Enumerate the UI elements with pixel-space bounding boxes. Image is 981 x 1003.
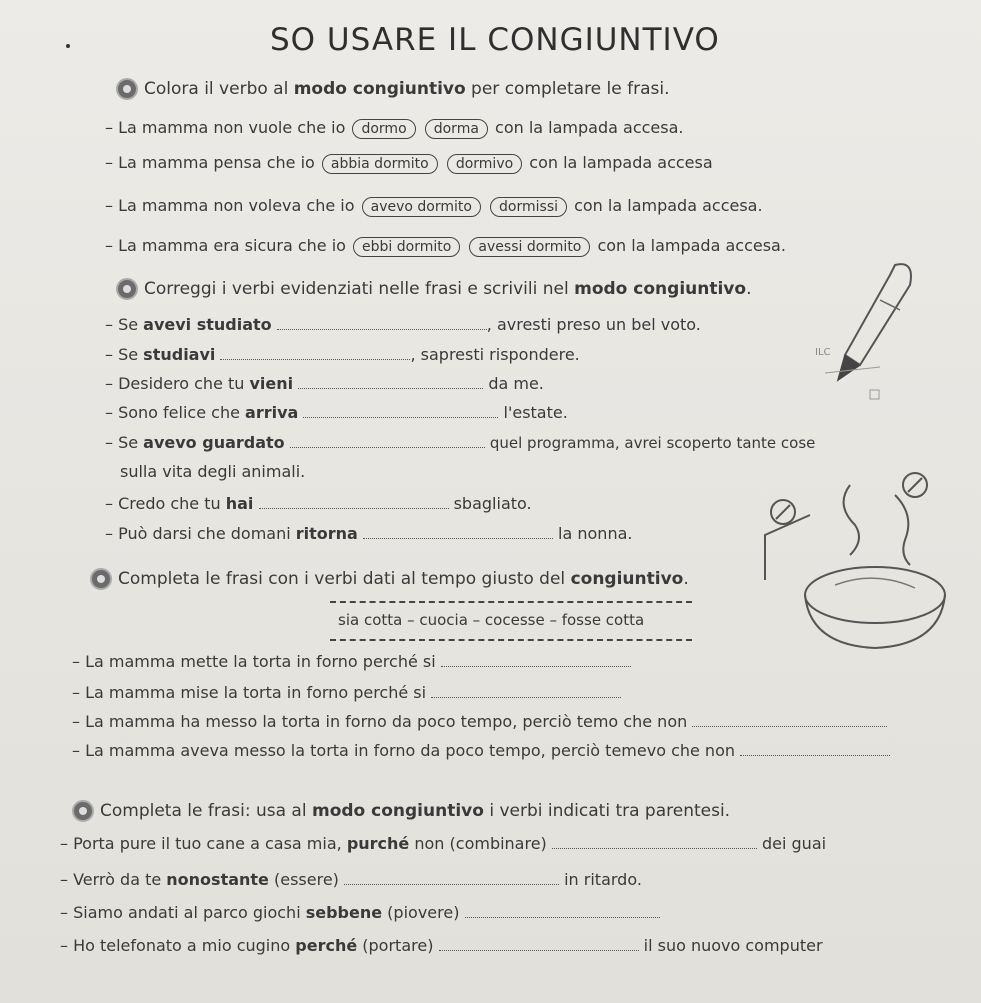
sentence-start: – Siamo andati al parco giochi xyxy=(60,903,306,922)
verb-option[interactable]: dorma xyxy=(425,119,488,139)
sentence-start: – La mamma era sicura che io xyxy=(105,236,346,255)
exercise-4-instruction xyxy=(72,800,730,822)
sentence-end: sbagliato. xyxy=(453,494,532,513)
sentence-end: dei guai xyxy=(761,834,827,853)
exercise-3-row xyxy=(72,652,631,671)
answer-blank[interactable] xyxy=(259,496,449,509)
highlighted-verb: arriva xyxy=(245,403,299,422)
handwritten-scribble: ILC xyxy=(815,347,831,358)
exercise-3-instruction xyxy=(90,568,689,590)
exercise-2-row xyxy=(105,403,568,422)
answer-blank[interactable] xyxy=(692,714,887,727)
verb-option[interactable]: dormivo xyxy=(447,154,522,174)
sentence-end: il suo nuovo computer xyxy=(643,936,823,955)
exercise-3-row xyxy=(72,741,890,760)
exercise-4-row xyxy=(60,936,823,955)
exercise-2-instruction xyxy=(116,278,751,300)
answer-blank[interactable] xyxy=(220,347,410,360)
instruction-text: . xyxy=(683,569,689,589)
exercise-2-continuation: sulla vita degli animali. xyxy=(120,462,306,481)
sentence-text: – La mamma aveva messo la torta in forno da poco tempo, perciò temevo che non xyxy=(72,741,735,760)
exercise-4-row xyxy=(60,903,660,922)
highlighted-verb: vieni xyxy=(249,374,294,393)
conjunction: perché xyxy=(295,936,358,955)
sentence-start: – Se xyxy=(105,345,144,364)
verb-option[interactable]: avevo dormito xyxy=(362,197,481,217)
exercise-marker-icon xyxy=(90,568,112,590)
word-bank-box xyxy=(320,601,702,641)
exercise-4-row xyxy=(60,870,642,889)
answer-blank[interactable] xyxy=(290,435,485,448)
sentence-end: , sapresti rispondere. xyxy=(410,345,580,364)
answer-blank[interactable] xyxy=(298,376,483,389)
sentence-start: – Desidero che tu xyxy=(105,374,250,393)
answer-blank[interactable] xyxy=(740,743,890,756)
sentence-start: – Può darsi che domani xyxy=(105,524,296,543)
verb-option[interactable]: avessi dormito xyxy=(469,237,590,257)
answer-blank[interactable] xyxy=(363,526,553,539)
sentence-start: – Porta pure il tuo cane a casa mia, xyxy=(60,834,347,853)
exercise-3-row xyxy=(72,683,621,702)
sentence-start: – La mamma pensa che io xyxy=(105,153,315,172)
answer-blank[interactable] xyxy=(277,317,487,330)
exercise-2-row xyxy=(105,345,580,364)
answer-blank[interactable] xyxy=(465,905,660,918)
sentence-start: – La mamma non voleva che io xyxy=(105,196,355,215)
answer-blank[interactable] xyxy=(303,405,498,418)
instruction-text: Correggi i verbi evidenziati nelle frasi e scrivili nel xyxy=(144,279,575,299)
word-bank-text: sia cotta – cuocia – cocesse – fosse cotta xyxy=(338,611,645,629)
page-title: SO USARE IL CONGIUNTIVO xyxy=(270,22,720,58)
pencil-drawing-icon xyxy=(815,255,930,415)
verb-hint: (portare) xyxy=(357,936,434,955)
instruction-bold: modo congiuntivo xyxy=(311,801,484,821)
instruction-text: Colora il verbo al xyxy=(144,79,294,99)
sentence-end: quel programma, avrei scoperto tante cose xyxy=(489,434,816,452)
sentence-start: – Verrò da te xyxy=(60,870,167,889)
answer-blank[interactable] xyxy=(431,685,621,698)
conjunction: nonostante xyxy=(166,870,269,889)
exercise-marker-icon xyxy=(116,278,138,300)
verb-hint: non (combinare) xyxy=(409,834,547,853)
exercise-2-row xyxy=(105,374,544,393)
highlighted-verb: avevi studiato xyxy=(143,315,272,334)
highlighted-verb: studiavi xyxy=(143,345,216,364)
highlighted-verb: avevo guardato xyxy=(143,433,285,452)
exercise-1-row xyxy=(105,153,713,174)
exercise-marker-icon xyxy=(72,800,94,822)
sentence-end: con la lampada accesa xyxy=(529,153,713,172)
highlighted-verb: ritorna xyxy=(295,524,358,543)
bullet-dot xyxy=(66,44,70,48)
exercise-2-row xyxy=(105,433,815,452)
instruction-text: Completa le frasi con i verbi dati al tempo giusto del xyxy=(118,569,571,589)
exercise-1-row xyxy=(105,236,786,257)
highlighted-verb: hai xyxy=(225,494,254,513)
sentence-text: – La mamma mise la torta in forno perché si xyxy=(72,683,427,702)
answer-blank[interactable] xyxy=(344,872,559,885)
answer-blank[interactable] xyxy=(439,938,639,951)
verb-option[interactable]: abbia dormito xyxy=(322,154,438,174)
cake-drawing-icon xyxy=(755,470,965,670)
verb-hint: (piovere) xyxy=(382,903,460,922)
answer-blank[interactable] xyxy=(441,654,631,667)
exercise-1-row xyxy=(105,196,763,217)
verb-option[interactable]: ebbi dormito xyxy=(353,237,460,257)
conjunction: sebbene xyxy=(305,903,383,922)
sentence-end: con la lampada accesa. xyxy=(597,236,786,255)
sentence-start: – Se xyxy=(105,433,144,452)
instruction-bold: modo congiuntivo xyxy=(574,279,747,299)
exercise-1-instruction xyxy=(116,78,670,100)
exercise-1-row xyxy=(105,118,683,139)
exercise-2-row xyxy=(105,524,632,543)
sentence-text: – La mamma mette la torta in forno perché si xyxy=(72,652,436,671)
sentence-end: l'estate. xyxy=(503,403,568,422)
instruction-text: i verbi indicati tra parentesi. xyxy=(483,801,731,821)
sentence-end: da me. xyxy=(488,374,544,393)
instruction-bold: congiuntivo xyxy=(570,569,684,589)
sentence-end: con la lampada accesa. xyxy=(495,118,684,137)
sentence-text: – La mamma ha messo la torta in forno da poco tempo, perciò temo che non xyxy=(72,712,688,731)
conjunction: purché xyxy=(346,834,410,853)
instruction-bold: modo congiuntivo xyxy=(293,79,466,99)
verb-hint: (essere) xyxy=(268,870,339,889)
sentence-end: , avresti preso un bel voto. xyxy=(486,315,701,334)
exercise-3-row xyxy=(72,712,887,731)
verb-option[interactable]: dormo xyxy=(352,119,415,139)
sentence-start: – La mamma non vuole che io xyxy=(105,118,346,137)
sentence-start: – Se xyxy=(105,315,144,334)
exercise-marker-icon xyxy=(116,78,138,100)
sentence-start: – Ho telefonato a mio cugino xyxy=(60,936,296,955)
sentence-end: in ritardo. xyxy=(564,870,642,889)
instruction-text: per completare le frasi. xyxy=(465,79,670,99)
answer-blank[interactable] xyxy=(552,836,757,849)
sentence-end: con la lampada accesa. xyxy=(574,196,763,215)
sentence-end: la nonna. xyxy=(558,524,633,543)
verb-option[interactable]: dormissi xyxy=(490,197,567,217)
exercise-2-row xyxy=(105,494,532,513)
sentence-start: – Sono felice che xyxy=(105,403,246,422)
instruction-text: . xyxy=(746,279,752,299)
exercise-2-row xyxy=(105,315,701,334)
sentence-start: – Credo che tu xyxy=(105,494,226,513)
instruction-text: Completa le frasi: usa al xyxy=(100,801,312,821)
exercise-4-row xyxy=(60,834,826,853)
